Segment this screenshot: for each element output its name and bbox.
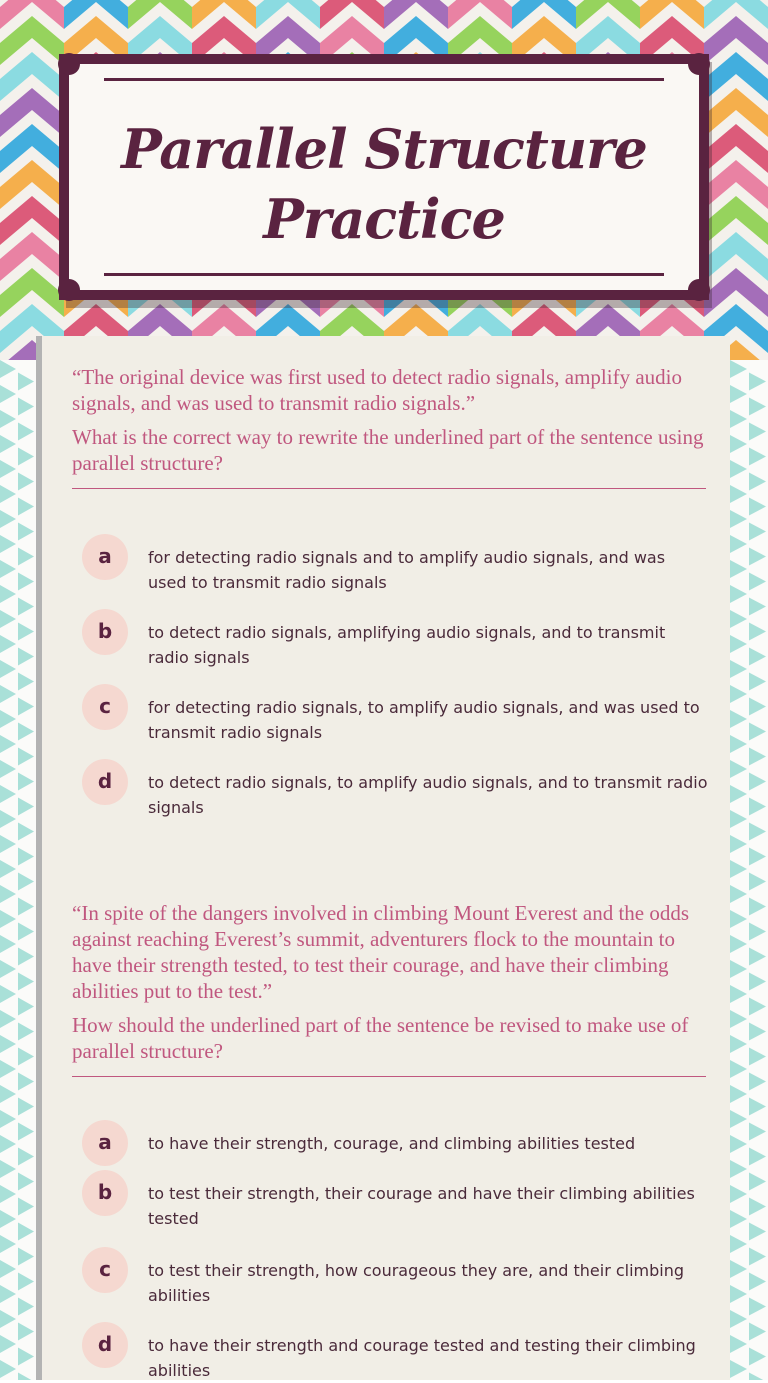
side-triangle	[749, 1198, 766, 1216]
side-triangle	[749, 823, 766, 841]
title-rule-top	[104, 78, 664, 81]
side-triangle	[730, 1135, 747, 1153]
side-triangle	[18, 473, 34, 491]
side-triangle	[749, 1248, 766, 1266]
side-triangle	[749, 448, 766, 466]
option-letter-badge: c	[82, 684, 128, 730]
title-card	[59, 54, 709, 300]
side-triangle	[730, 435, 747, 453]
side-triangle	[749, 1273, 766, 1291]
question-1-prompt: What is the correct way to rewrite the underlined part of the sentence using parallel structure?	[72, 425, 704, 475]
side-triangle	[730, 1010, 747, 1028]
side-triangle	[730, 1060, 747, 1078]
side-triangle	[18, 1323, 34, 1341]
side-triangle	[730, 1335, 747, 1353]
side-triangle	[18, 1298, 34, 1316]
side-triangle	[730, 835, 747, 853]
side-triangle	[730, 360, 747, 378]
side-triangle	[749, 1348, 766, 1366]
option-letter-badge: c	[82, 1247, 128, 1293]
side-triangle	[730, 935, 747, 953]
option-text: for detecting radio signals, to amplify audio signals, and was used to transmit radio signals	[148, 698, 700, 742]
side-triangle	[749, 1373, 766, 1381]
side-triangle	[0, 1360, 16, 1378]
side-triangle	[18, 948, 34, 966]
side-triangle	[0, 610, 16, 628]
side-triangle	[749, 548, 766, 566]
question-2-sentence: “In spite of the dangers involved in climbing Mount Everest and the odds against reaching Everest’s summit, adventurers flock to the mountain to have their strength tested, to test their courage, and have their climbing abilities put to the test.”	[72, 901, 690, 1003]
side-triangle	[749, 623, 766, 641]
side-triangle	[0, 910, 16, 928]
side-triangle	[730, 1285, 747, 1303]
side-triangle	[749, 798, 766, 816]
side-triangle	[0, 1310, 16, 1328]
side-triangle	[730, 510, 747, 528]
side-triangle	[18, 373, 34, 391]
option-text: to test their strength, how courageous they are, and their climbing abilities	[148, 1261, 685, 1305]
side-triangle	[0, 1110, 16, 1128]
side-triangle	[0, 535, 16, 553]
title-card-inner	[69, 64, 699, 290]
side-triangle	[730, 785, 747, 803]
side-triangle	[0, 560, 16, 578]
question-2	[72, 900, 706, 1077]
side-triangle	[749, 1073, 766, 1091]
side-triangle	[18, 1173, 34, 1191]
corner-notch	[58, 53, 80, 75]
side-triangle	[749, 948, 766, 966]
side-triangle	[18, 898, 34, 916]
side-triangle	[749, 673, 766, 691]
side-triangle	[18, 873, 34, 891]
side-triangle	[0, 1010, 16, 1028]
side-triangle	[730, 460, 747, 478]
side-triangle	[18, 448, 34, 466]
side-triangle	[749, 873, 766, 891]
side-triangle	[18, 1198, 34, 1216]
side-triangle	[749, 923, 766, 941]
side-triangle	[0, 1210, 16, 1228]
side-triangle	[730, 860, 747, 878]
question-2-divider	[72, 1076, 706, 1077]
side-triangle	[0, 1060, 16, 1078]
side-triangle	[18, 1023, 34, 1041]
side-triangle	[0, 1160, 16, 1178]
side-triangle	[0, 510, 16, 528]
side-triangle	[18, 698, 34, 716]
side-triangle	[730, 985, 747, 1003]
side-triangle	[0, 385, 16, 403]
side-triangle	[18, 523, 34, 541]
side-triangle	[18, 823, 34, 841]
side-triangle	[730, 1035, 747, 1053]
side-triangle	[0, 635, 16, 653]
side-triangle	[730, 610, 747, 628]
side-triangle	[730, 1185, 747, 1203]
side-triangle	[18, 1348, 34, 1366]
side-triangle	[730, 485, 747, 503]
side-triangle	[0, 760, 16, 778]
side-triangle	[0, 685, 16, 703]
side-triangle	[730, 885, 747, 903]
side-triangle	[18, 648, 34, 666]
side-triangle	[749, 423, 766, 441]
side-triangle	[730, 1085, 747, 1103]
question-1-divider	[72, 488, 706, 489]
side-triangle	[730, 735, 747, 753]
side-triangle	[749, 698, 766, 716]
side-triangle	[18, 398, 34, 416]
side-triangle	[749, 1223, 766, 1241]
side-triangle	[730, 710, 747, 728]
side-triangle	[730, 1360, 747, 1378]
title-rule-bottom	[104, 273, 664, 276]
side-triangle	[749, 1323, 766, 1341]
side-triangle	[730, 660, 747, 678]
side-triangle	[730, 1110, 747, 1128]
side-triangle	[18, 998, 34, 1016]
side-triangle	[749, 1098, 766, 1116]
side-triangle	[730, 960, 747, 978]
side-triangle	[18, 573, 34, 591]
page-title-line1: Parallel Structure	[121, 117, 647, 181]
side-triangle	[730, 1260, 747, 1278]
side-triangle	[749, 1173, 766, 1191]
question-1-sentence: “The original device was first used to detect radio signals, amplify audio signals, and was used to transmit radio signals.”	[72, 365, 682, 415]
side-triangle	[0, 1135, 16, 1153]
side-triangle	[749, 998, 766, 1016]
side-triangle	[749, 648, 766, 666]
option-letter-badge: b	[82, 1170, 128, 1216]
side-triangle	[0, 960, 16, 978]
side-triangle	[18, 1073, 34, 1091]
side-triangle	[18, 423, 34, 441]
side-triangle	[749, 523, 766, 541]
option-letter-badge: d	[82, 1322, 128, 1368]
option-letter-badge: b	[82, 609, 128, 655]
side-triangle	[18, 798, 34, 816]
side-triangle	[18, 1273, 34, 1291]
side-triangle	[18, 973, 34, 991]
corner-notch	[688, 53, 710, 75]
side-triangle	[730, 685, 747, 703]
side-triangle	[0, 410, 16, 428]
page-title	[69, 114, 699, 254]
side-triangle	[730, 760, 747, 778]
side-triangle	[749, 1123, 766, 1141]
side-triangle	[749, 498, 766, 516]
side-triangle	[730, 385, 747, 403]
side-triangle	[0, 985, 16, 1003]
side-triangle	[730, 585, 747, 603]
side-triangle	[18, 723, 34, 741]
side-triangle	[730, 535, 747, 553]
side-triangle	[749, 1023, 766, 1041]
side-triangle	[0, 585, 16, 603]
option-text: to detect radio signals, to amplify audio signals, and to transmit radio signals	[148, 773, 708, 817]
content-panel	[36, 336, 730, 1380]
side-triangle	[0, 935, 16, 953]
side-triangle	[0, 835, 16, 853]
side-triangle	[18, 1373, 34, 1381]
side-triangle	[0, 785, 16, 803]
side-triangle	[0, 885, 16, 903]
side-triangle	[0, 1085, 16, 1103]
page-title-line2: Practice	[263, 187, 505, 251]
side-triangle	[749, 723, 766, 741]
side-triangle	[749, 398, 766, 416]
side-triangle	[730, 1160, 747, 1178]
side-triangle	[18, 923, 34, 941]
option-letter-badge: a	[82, 534, 128, 580]
side-triangle	[730, 810, 747, 828]
side-triangle	[730, 1310, 747, 1328]
option-letter-badge: d	[82, 759, 128, 805]
side-triangle	[749, 1048, 766, 1066]
option-text: to have their strength, courage, and climbing abilities tested	[148, 1134, 636, 1153]
question-1	[72, 364, 706, 489]
side-triangle	[0, 810, 16, 828]
option-text: to detect radio signals, amplifying audio signals, and to transmit radio signals	[148, 623, 666, 667]
side-triangle	[0, 735, 16, 753]
side-triangle	[18, 773, 34, 791]
side-triangle	[0, 1235, 16, 1253]
side-triangle	[749, 573, 766, 591]
side-triangle	[18, 848, 34, 866]
side-triangle	[0, 435, 16, 453]
side-triangle	[730, 635, 747, 653]
side-triangle	[749, 973, 766, 991]
side-triangle	[0, 860, 16, 878]
option-text: to test their strength, their courage and have their climbing abilities tested	[148, 1184, 695, 1228]
side-triangle	[0, 710, 16, 728]
left-triangle-pattern	[0, 360, 36, 1380]
side-triangle	[18, 1048, 34, 1066]
side-triangle	[749, 473, 766, 491]
side-triangle	[0, 1185, 16, 1203]
side-triangle	[749, 848, 766, 866]
right-triangle-pattern	[730, 360, 768, 1380]
side-triangle	[0, 1335, 16, 1353]
side-triangle	[18, 598, 34, 616]
option-text: for detecting radio signals and to amplify audio signals, and was used to transmit radio signals	[148, 548, 666, 592]
side-triangle	[749, 598, 766, 616]
side-triangle	[730, 560, 747, 578]
side-triangle	[0, 485, 16, 503]
side-triangle	[18, 548, 34, 566]
left-triangle-border	[0, 360, 36, 1380]
side-triangle	[0, 660, 16, 678]
side-triangle	[0, 1260, 16, 1278]
side-triangle	[18, 1248, 34, 1266]
side-triangle	[730, 1235, 747, 1253]
side-triangle	[749, 748, 766, 766]
side-triangle	[18, 1148, 34, 1166]
side-triangle	[730, 910, 747, 928]
side-triangle	[0, 460, 16, 478]
side-triangle	[18, 1098, 34, 1116]
option-letter-badge: a	[82, 1120, 128, 1166]
side-triangle	[749, 773, 766, 791]
option-text: to have their strength and courage tested and testing their climbing abilities	[148, 1336, 696, 1380]
side-triangle	[749, 1298, 766, 1316]
question-2-prompt: How should the underlined part of the sentence be revised to make use of parallel structure?	[72, 1013, 689, 1063]
side-triangle	[18, 673, 34, 691]
side-triangle	[749, 1148, 766, 1166]
side-triangle	[18, 748, 34, 766]
side-triangle	[18, 498, 34, 516]
side-triangle	[18, 1123, 34, 1141]
side-triangle	[0, 1285, 16, 1303]
right-triangle-border	[730, 360, 768, 1380]
side-triangle	[0, 1035, 16, 1053]
side-triangle	[18, 1223, 34, 1241]
side-triangle	[749, 373, 766, 391]
corner-notch	[58, 279, 80, 301]
side-triangle	[0, 360, 16, 378]
side-triangle	[730, 410, 747, 428]
side-triangle	[18, 623, 34, 641]
corner-notch	[688, 279, 710, 301]
side-triangle	[730, 1210, 747, 1228]
side-triangle	[749, 898, 766, 916]
